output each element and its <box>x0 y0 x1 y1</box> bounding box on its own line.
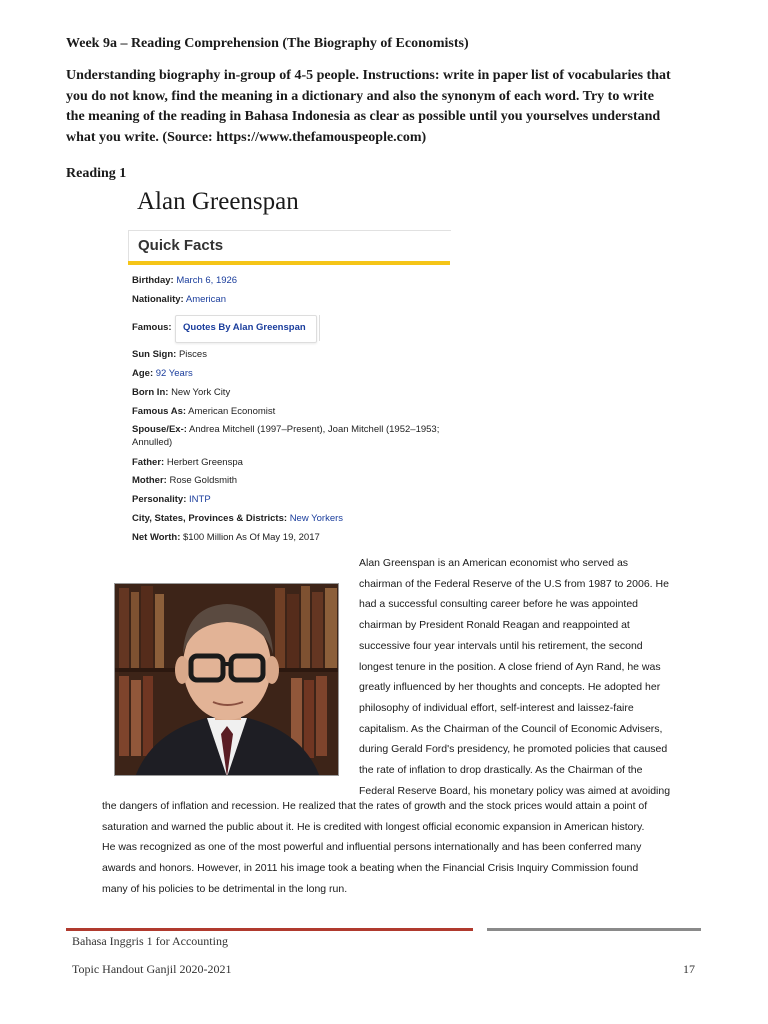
fact-value: American Economist <box>188 406 276 417</box>
bio-line: during Gerald Ford's presidency, he promoted policies that caused <box>359 743 668 756</box>
bio-line: the dangers of inflation and recession. He realized that the rates of growth and the stock prices would attain a point of <box>102 800 648 812</box>
instructions-line: Understanding biography in-group of 4-5 people. Instructions: write in paper list of vocabularies that <box>66 68 671 83</box>
instructions-line: the meaning of the reading in Bahasa Indonesia as clear as possible until you yourselves understand <box>66 109 661 124</box>
fact-mother <box>132 475 237 486</box>
footer-handout: Topic Handout Ganjil 2020-2021 <box>72 962 232 976</box>
portrait-illustration <box>115 584 339 776</box>
page-heading: Week 9a – Reading Comprehension (The Biography of Economists) <box>66 36 469 51</box>
instructions-line: what you write. (Source: https://www.thefamouspeople.com) <box>66 129 427 145</box>
fact-famous-label <box>132 322 172 333</box>
instructions-line: you do not know, find the meaning in a dictionary and also the synonym of each word. Try to write <box>66 88 654 104</box>
bio-line: He was recognized as one of the most powerful and influential persons internationally and has been conferred many <box>102 841 642 854</box>
quick-facts-title: Quick Facts <box>138 237 224 254</box>
fact-value: Rose Goldsmith <box>169 475 238 486</box>
bio-line: chairman by President Ronald Reagan and reappointed at <box>359 619 630 632</box>
fact-birthday <box>132 275 237 286</box>
bio-line: awards and honors. However, in 2011 his image took a beating when the Financial Crisis Inquiry Commission found <box>102 862 639 875</box>
bio-line: longest tenure in the position. A close friend of Ayn Rand, he was <box>359 660 661 673</box>
person-name: Alan Greenspan <box>137 188 299 215</box>
fact-city <box>132 513 343 524</box>
fact-nationality <box>132 294 226 305</box>
fact-label: Famous As: <box>132 406 187 417</box>
fact-label: Net Worth: <box>132 532 181 543</box>
fact-age <box>132 368 193 379</box>
bio-line: chairman of the Federal Reserve of the U.S from 1987 to 2006. He <box>359 577 669 590</box>
fact-label: Birthday: <box>132 275 174 286</box>
bio-line: had a successful consulting career before he was appointed <box>359 598 639 611</box>
bio-paragraph-right <box>359 553 670 801</box>
quick-facts-underline <box>128 261 450 265</box>
fact-value-link[interactable]: INTP <box>189 494 211 505</box>
footer-rule-left <box>66 928 473 931</box>
footer-rule-right <box>487 928 701 931</box>
bio-line: capitalism. As the Chairman of the Council of Economic Advisers, <box>359 722 663 735</box>
bio-line: many of his policies to be detrimental in the long run. <box>102 882 348 895</box>
footer-course: Bahasa Inggris 1 for Accounting <box>72 934 228 948</box>
fact-label: Born In: <box>132 387 169 398</box>
fact-famous-as <box>132 406 275 417</box>
fact-label: Famous: <box>132 322 172 333</box>
fact-value-link[interactable]: American <box>185 294 226 305</box>
fact-label: Sun Sign: <box>132 349 177 360</box>
instructions <box>66 66 706 148</box>
fact-label: Mother: <box>132 475 167 486</box>
bio-line: greatly influenced by her thoughts and concepts. He adopted her <box>359 681 661 694</box>
portrait-photo <box>114 583 339 776</box>
fact-spouse-cont: Annulled) <box>132 437 173 448</box>
fact-value-link[interactable]: New Yorkers <box>289 513 344 524</box>
button-divider <box>319 315 320 341</box>
fact-sun-sign <box>132 349 207 360</box>
fact-spouse <box>132 424 439 435</box>
bio-line: Alan Greenspan is an American economist who served as <box>359 557 629 569</box>
fact-personality <box>132 494 211 505</box>
bio-paragraph-full <box>102 796 647 900</box>
bio-line: successive four year intervals until his retirement, the second <box>359 639 643 652</box>
fact-value: $100 Million As Of May 19, 2017 <box>183 532 320 543</box>
bio-line: saturation and warned the public about it. He is credited with longest official economic expansion in American history. <box>102 820 645 833</box>
fact-label: Age: <box>132 368 154 379</box>
fact-value: Herbert Greenspa <box>166 457 243 468</box>
fact-value: Pisces <box>178 349 207 360</box>
fact-label: Spouse/Ex-: <box>132 424 187 435</box>
bio-line: philosophy of individual effort, self-interest and laissez-faire <box>359 701 634 714</box>
bio-line: Federal Reserve Board, his monetary policy was aimed at avoiding <box>359 784 671 797</box>
fact-born-in <box>132 387 230 398</box>
fact-value: New York City <box>171 387 231 398</box>
fact-label: Father: <box>132 457 165 468</box>
fact-value: Andrea Mitchell (1997–Present), Joan Mitchell (1952–1953; <box>189 424 440 435</box>
reading-label: Reading 1 <box>66 166 127 181</box>
fact-net-worth <box>132 532 320 543</box>
fact-label: Personality: <box>132 494 187 505</box>
fact-label: City, States, Provinces & Districts: <box>132 513 288 524</box>
fact-value-link[interactable]: March 6, 1926 <box>176 275 238 286</box>
quotes-button-label[interactable]: Quotes By Alan Greenspan <box>183 322 306 333</box>
fact-father <box>132 457 243 468</box>
page-number: 17 <box>683 962 695 976</box>
fact-label: Nationality: <box>132 294 184 305</box>
bio-line: the rate of inflation to drop drastically. As the Chairman of the <box>359 764 643 777</box>
fact-value-link[interactable]: 92 Years <box>155 368 193 379</box>
